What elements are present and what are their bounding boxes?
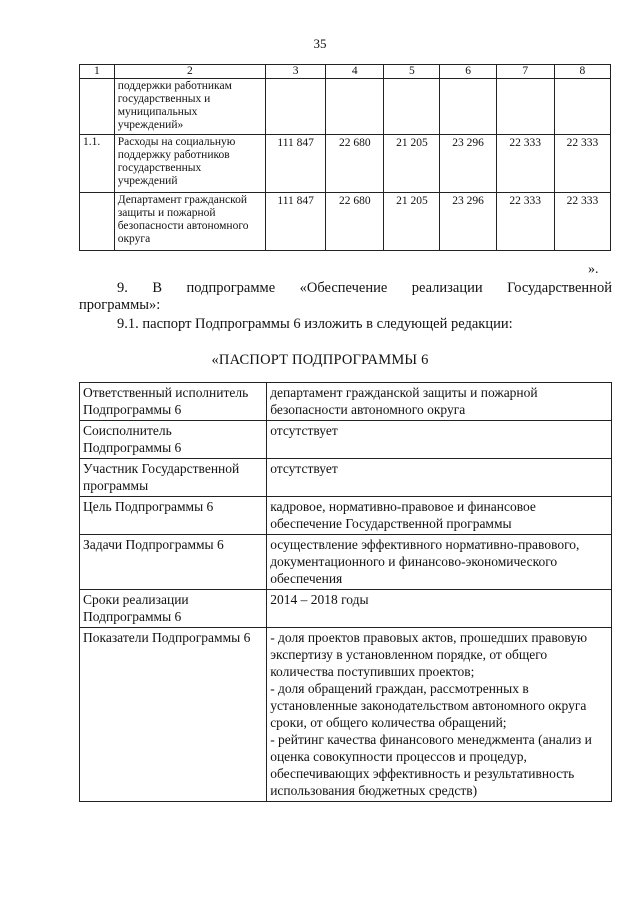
value-cell: [326, 79, 384, 135]
paragraph-9-first-line: [79, 280, 612, 297]
value-cell: 111 847: [266, 135, 326, 193]
paragraph-word: 9.: [117, 280, 128, 296]
paragraph-9: [79, 280, 612, 314]
value-cell: [554, 79, 610, 135]
value-cell: [266, 79, 326, 135]
passport-value: 2014 – 2018 годы: [267, 590, 612, 628]
paragraph-word: Государственной: [507, 280, 612, 296]
header-cell: 6: [440, 65, 496, 79]
header-cell: 8: [554, 65, 610, 79]
indicator-item: - доля обращений граждан, рассмотренных в установленные законодательством автономного округа сроки, от общего количества обращений;: [270, 681, 587, 730]
table-header-row: [80, 65, 611, 79]
row-name: Департамент гражданской защиты и пожарной безопасности автономного округа: [114, 193, 265, 251]
indicator-item: - доля проектов правовых актов, прошедших правовую экспертизу в установленном порядке, от общего количества поступивших проектов;: [270, 630, 588, 679]
passport-value: [267, 628, 612, 802]
header-cell: 2: [114, 65, 265, 79]
value-cell: 22 333: [554, 135, 610, 193]
table-row: [80, 135, 611, 193]
header-cell: 5: [384, 65, 440, 79]
value-cell: 22 680: [326, 135, 384, 193]
passport-label: Сроки реализации Подпрограммы 6: [80, 590, 267, 628]
passport-row: [80, 497, 612, 535]
passport-title: «ПАСПОРТ ПОДПРОГРАММЫ 6: [211, 352, 429, 368]
value-cell: 23 296: [440, 193, 496, 251]
value-cell: 22 333: [496, 135, 554, 193]
paragraph-word: подпрограмме: [186, 280, 276, 296]
value-cell: 22 680: [326, 193, 384, 251]
value-cell: 111 847: [266, 193, 326, 251]
header-cell: 7: [496, 65, 554, 79]
value-cell: 21 205: [384, 193, 440, 251]
value-cell: [440, 79, 496, 135]
paragraph-9-1: 9.1. паспорт Подпрограммы 6 изложить в следующей редакции:: [117, 316, 513, 332]
passport-label: Соисполнитель Подпрограммы 6: [80, 421, 267, 459]
passport-row: [80, 628, 612, 802]
header-cell: 4: [326, 65, 384, 79]
row-number: [80, 79, 115, 135]
paragraph-word: «Обеспечение: [299, 280, 388, 296]
value-cell: 22 333: [554, 193, 610, 251]
value-cell: [496, 79, 554, 135]
passport-label: Участник Государственной программы: [80, 459, 267, 497]
table-row: [80, 79, 611, 135]
passport-row: [80, 459, 612, 497]
closing-quote: ».: [588, 262, 599, 277]
header-cell: 3: [266, 65, 326, 79]
passport-label: Цель Подпрограммы 6: [80, 497, 267, 535]
paragraph-word: В: [152, 280, 163, 296]
passport-row: [80, 590, 612, 628]
indicator-item: - рейтинг качества финансового менеджмента (анализ и оценка совокупности процессов и процедур, обеспечивающих эффективность и результативность использования бюджетных средств): [270, 732, 592, 798]
table-row: [80, 193, 611, 251]
passport-label: Показатели Подпрограммы 6: [80, 628, 267, 802]
passport-row: [80, 421, 612, 459]
value-cell: 21 205: [384, 135, 440, 193]
passport-value: отсутствует: [267, 459, 612, 497]
value-cell: [384, 79, 440, 135]
passport-label: Задачи Подпрограммы 6: [80, 535, 267, 590]
row-name: поддержки работникам государственных и муниципальных учреждений»: [114, 79, 265, 135]
page-number: 35: [313, 36, 327, 51]
row-number: [80, 193, 115, 251]
budget-table: [79, 64, 611, 251]
row-number: 1.1.: [80, 135, 115, 193]
passport-value: департамент гражданской защиты и пожарной безопасности автономного округа: [267, 383, 612, 421]
row-name: Расходы на социальную поддержку работников государственных учреждений: [114, 135, 265, 193]
passport-value: кадровое, нормативно-правовое и финансовое обеспечение Государственной программы: [267, 497, 612, 535]
header-cell: 1: [80, 65, 115, 79]
passport-row: [80, 383, 612, 421]
passport-label: Ответственный исполнитель Подпрограммы 6: [80, 383, 267, 421]
value-cell: 22 333: [496, 193, 554, 251]
paragraph-9-continuation: программы»:: [79, 297, 161, 313]
paragraph-word: реализации: [411, 280, 483, 296]
passport-value: отсутствует: [267, 421, 612, 459]
value-cell: 23 296: [440, 135, 496, 193]
passport-table: [79, 382, 612, 802]
passport-row: [80, 535, 612, 590]
passport-value: осуществление эффективного нормативно-правового, документационного и финансово-экономического обеспечения: [267, 535, 612, 590]
